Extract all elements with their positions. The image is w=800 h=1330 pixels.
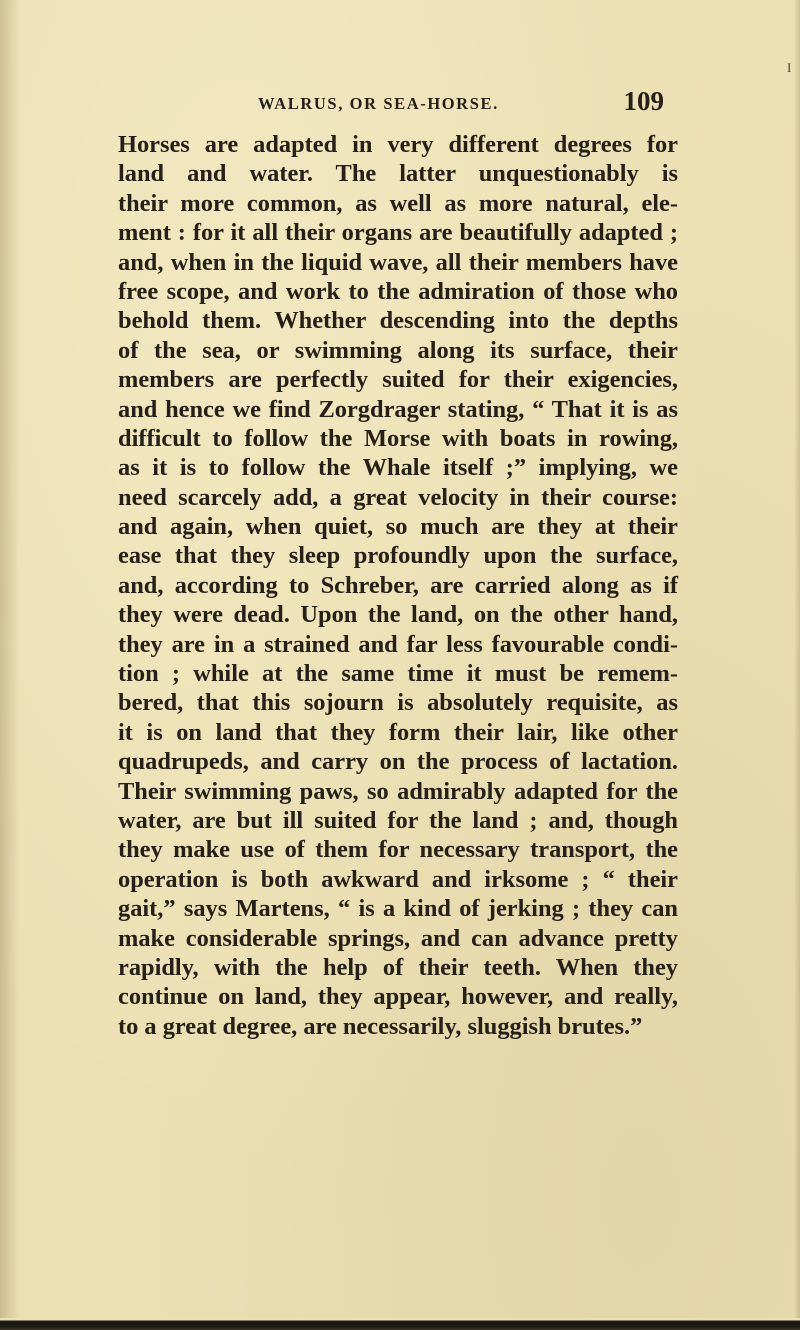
text-line: it is on land that they form their lair, like other: [118, 718, 678, 746]
text-line: Horses are adapted in very different degrees for: [118, 131, 678, 158]
text-line: operation is both awkward and irksome ; “ their: [118, 865, 678, 893]
text-line: they are in a strained and far less favourable condi-: [118, 630, 678, 658]
text-line: they make use of them for necessary transport, the: [118, 836, 678, 864]
running-title: WALRUS, OR SEA-HORSE.: [258, 94, 499, 113]
body-text: [118, 130, 678, 1041]
page-bottom-edge: [0, 1318, 800, 1330]
page-edge-shadow: [794, 0, 800, 1330]
text-line: and, when in the liquid wave, all their members have: [118, 248, 678, 276]
text-line: as it is to follow the Whale itself ;” implying, we: [118, 454, 678, 482]
text-line: quadrupeds, and carry on the process of lactation.: [118, 748, 678, 776]
page-header: [118, 86, 664, 126]
text-line: members are perfectly suited for their exigencies,: [118, 366, 678, 394]
text-line: gait,” says Martens, “ is a kind of jerking ; they can: [118, 895, 678, 923]
text-line: bered, that this sojourn is absolutely requisite, as: [118, 689, 678, 717]
text-line: difficult to follow the Morse with boats in rowing,: [118, 424, 678, 452]
text-line: behold them. Whether descending into the depths: [118, 307, 678, 335]
text-line: tion ; while at the same time it must be remem-: [118, 660, 678, 688]
page-number: 109: [623, 86, 664, 116]
text-line: their more common, as well as more natural, ele-: [118, 189, 678, 217]
page-spine-shadow: [0, 0, 20, 1330]
text-line: rapidly, with the help of their teeth. When they: [118, 953, 678, 981]
text-line: water, are but ill suited for the land ; and, though: [118, 806, 678, 834]
text-line: need scarcely add, a great velocity in their course:: [118, 483, 678, 511]
text-line: and again, when quiet, so much are they at their: [118, 513, 678, 541]
corner-mark: I: [787, 60, 792, 75]
text-line: and hence we find Zorgdrager stating, “ That it is as: [118, 395, 678, 423]
text-line: land and water. The latter unquestionably is: [118, 160, 678, 188]
text-line: of the sea, or swimming along its surface, their: [118, 336, 678, 364]
text-line: Their swimming paws, so admirably adapted for the: [118, 777, 678, 805]
text-line: ease that they sleep profoundly upon the surface,: [118, 542, 678, 570]
text-line: to a great degree, are necessarily, sluggish brutes.”: [118, 1012, 643, 1040]
text-line: they were dead. Upon the land, on the other hand,: [118, 601, 678, 629]
text-line: ment : for it all their organs are beautifully adapted ;: [118, 219, 678, 247]
text-line: make considerable springs, and can advance pretty: [118, 924, 678, 952]
text-line: free scope, and work to the admiration of those who: [118, 277, 678, 305]
text-line: and, according to Schreber, are carried along as if: [118, 571, 678, 599]
text-line: continue on land, they appear, however, and really,: [118, 983, 678, 1011]
